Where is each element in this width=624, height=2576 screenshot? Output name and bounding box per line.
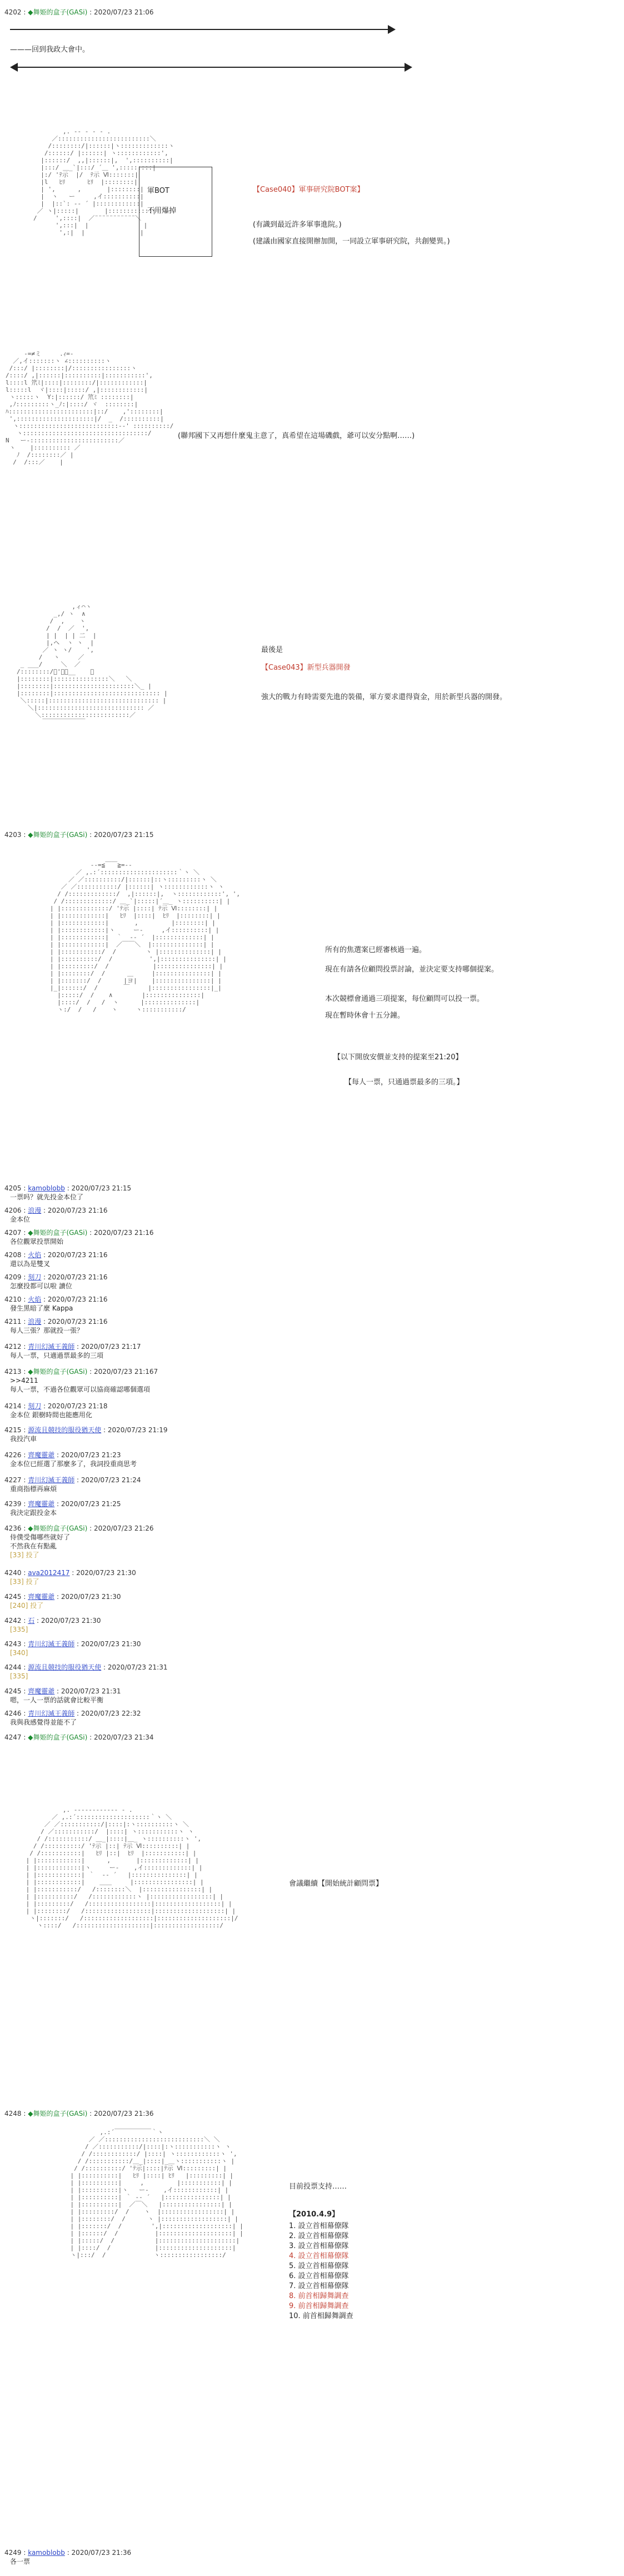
poster-name[interactable]: 青川幻滅王義師	[28, 1640, 75, 1648]
timeline-line-2	[17, 67, 406, 68]
vote-list-item: 3. 設立首相幕僚隊	[289, 2242, 349, 2250]
post-anchor[interactable]: [340]	[10, 1649, 28, 1657]
poster-name[interactable]: 刻刀	[28, 1402, 42, 1410]
post-body: 每人三張？那就投一張？	[10, 1327, 84, 1334]
scene2-line2: 現在有請各位顧問投票討論，並決定要支持哪個提案。	[325, 965, 499, 974]
post-body: 金本位 銀樹時間也能應用化	[10, 1411, 92, 1419]
poster-name[interactable]: kamoblobb	[28, 2549, 65, 2557]
post-body: >>4211 每人一票，不過各位觀眾可以協商確認哪個選項	[10, 1377, 151, 1393]
post-4236: 4236 : ◆舞姫的盒子(GASi) : 2020/07/23 21:26 侍僕受傷哪些就好了 不然我在有點亂 [33] 投了	[4, 1524, 616, 1559]
post-4205: 4205 : kamoblobb : 2020/07/23 21:15 一票吗？就先投金本位了	[4, 1184, 616, 1202]
ascii-art-character-6: ,.:´￣￣￣￣￣￣｀ヽ ／ ／:::::::::::::::::::::::::::＼ ＼ / ／:::::::::::/|::::|:ヽ:::::::::::ヽ ヽ / /::::::::::::/ |::::| ヽ::::::::::::ヽ ', / /:::::::::::/＿_|::::|_＿ヽ:::::::::::ヽ | / /::::::::::/ 'ﾃ示|::::|ﾃ示 Ⅵ:::::::::| | | |::::::::::| ﾋﾘ |::::| ﾋﾘ |:::::::::| | | |::::::::::| , |:::::::::::| | | |::::::::::|ヽ ー- ,イ::::::::::::| | | |::::::::::| ｀ ‐‐ ´ |:::::::::::::::| | | |::::::::::| ／￣＼ |::::::::::::::::| | | |:::::::::/ / ヽ |:::::::::::::::::| | | |::::::::/ / ヽ |::::::::::::::::::| | | |:::::::/ / ',|:::::::::::::::::::| | | |::::::/ / |::::::::::::::::::::| | | |:::::/ / |:::::::::::::::::::::| | |::::/ / |::::::::::::::::::::| ヽ|:::/ / ヽ:::::::::::::::::/	[70, 2129, 243, 2259]
timeline-line-1	[10, 29, 389, 30]
scene2-line1: 所有的焦選案已經審核過一遍。	[325, 946, 427, 954]
ascii-art-character-3: ,ィ⌒ヽ _,/ ヽ ∧ / , ヽ / / ／ ', | | | | 二 | |,ヘ ヽ ヽ | ／ ヽ ヽ/ ', / ヽ ／ _ ___/ ＼ ／ /::::::::/ﾞ'ー、__ ＼ |::::::::|:::::::::::::::＼ ＼ |::::::::|::::::::::::::::::::::＼_ | |::::::::|::::::::::::::::::::::::::::: | ＼:::::|:::::::::::::::::::::::::::::: | ＼|::::::::::::::::::::::::::::: ／ ＼::::::::::::::::::::::::／ ￣￣￣￣￣￣￣	[17, 603, 168, 726]
post-4244: 4244 : 源流且競技的服役猶天使 : 2020/07/23 21:31 [335]	[4, 1663, 616, 1681]
poster-name[interactable]: 齊魔靈爺	[28, 1687, 55, 1695]
scene2-line5: 【以下開放安價並支持的提案至21:20】	[333, 1053, 463, 1062]
post-4215: 4215 : 源流且競技的服役猶天使 : 2020/07/23 21:19 我投汽車	[4, 1426, 616, 1443]
case-043-title: 【Case043】新型兵器開發	[261, 664, 351, 672]
scene4-date: 【2010.4.9】	[289, 2210, 340, 2219]
post-4249: 4249 : kamoblobb : 2020/07/23 21:36 各一票	[4, 2548, 616, 2566]
post-body: 一票吗？就先投金本位了	[10, 1193, 84, 1201]
post-4210: 4210 : 火焰 : 2020/07/23 21:16 發生黑暗了麼 Kappa	[4, 1295, 616, 1313]
post-header-4248: 4248 : ◆舞姫的盒子(GASi) : 2020/07/23 21:36	[4, 2110, 154, 2117]
post-4227: 4227 : 青川幻滅王義師 : 2020/07/23 21:24 重商指標再麻煩	[4, 1476, 616, 1493]
post-4246: 4246 : 青川幻滅王義師 : 2020/07/23 22:32 我與我感覺得並能不了	[4, 1709, 616, 1727]
case-043-head: 最後是	[261, 646, 283, 654]
vote-list-item: 1. 設立首相幕僚隊	[289, 2222, 349, 2230]
ascii-art-character-5: ,. -‐‐‐‐‐‐‐‐‐‐‐ - . ／ ,.:´::::::::::::::::::::｀ヽ ＼ ／ ／:::::::::::/|::::|:ヽ::::::::::ヽ ＼ / ／:::::::::::/ |::::| ヽ:::::::::::ヽ ヽ / /:::::::::::/ ＿_|::::|＿_ ヽ::::::::::ヽ ', / /::::::::::/ 'ﾃ示 |::| ﾃ示 Ⅵ::::::::::| | / /:::::::::::| ﾋﾘ |::| ﾋﾘ |:::::::::::| | | |::::::::::::| , |:::::::::::::| | | |::::::::::::|ヽ ー- ,イ:::::::::::::| | | |::::::::::::| ｀ ‐‐ ´ |:::::::::::::::| | | |::::::::::::| ＿＿ |::::::::::::::::| | | |:::::::::::/ /::::::::＼ |::::::::::::::::| | | |::::::::::/ /::::::::::::ヽ |:::::::::::::::::| | | |:::::::::/ /:::::::::::::::::|::::::::::::::::::| | | |::::::::/ /::::::::::::::::::|:::::::::::::::::::| | ヽ|:::::::/ /:::::::::::::::::::|::::::::::::::::::::|/ ヽ::::/ /::::::::::::::::::::|::::::::::::::::::/	[26, 1806, 238, 1929]
post-header-4247: 4247 : ◆舞姫的盒子(GASi) : 2020/07/23 21:34	[4, 1733, 154, 1741]
post-4213: 4213 : ◆舞姫的盒子(GASi) : 2020/07/23 21:167 >>4211 每人一票，不過各位觀眾可以協商確認哪個選項	[4, 1367, 616, 1394]
post-anchor[interactable]: [240] 投了	[10, 1602, 44, 1610]
vote-list-item: 7. 設立首相幕僚隊	[289, 2282, 349, 2290]
poster-name[interactable]: 石	[28, 1617, 35, 1625]
poster-name[interactable]: ◆舞姫的盒子	[28, 2110, 67, 2117]
poster-name[interactable]: ◆舞姫的盒子	[28, 1733, 67, 1741]
poster-name[interactable]: ◆舞姫的盒子	[28, 1524, 67, 1532]
post-body: 侍僕受傷哪些就好了 不然我在有點亂	[10, 1533, 71, 1550]
post-body: 嗯，一人一票的話就會比較平衡	[10, 1696, 104, 1704]
poster-name[interactable]: 齊魔靈爺	[28, 1593, 55, 1601]
poster-name[interactable]: 火焰	[28, 1251, 42, 1259]
scene4-head: 目前投票支持……	[289, 2183, 347, 2191]
poster-name[interactable]: 浪漫	[28, 1207, 42, 1214]
post-anchor[interactable]: [33] 投了	[10, 1551, 39, 1559]
post-body: 重商指標再麻煩	[10, 1485, 57, 1493]
scene2-line3: 本次競標會通過三項提案，每位顧問可以投一票。	[325, 995, 485, 1003]
poster-name[interactable]: 源流且競技的服役猶天使	[28, 1426, 102, 1434]
post-4226: 4226 : 齊魔靈爺 : 2020/07/23 21:23 金本位已經選了那麼多了，我詞投重商思考	[4, 1451, 616, 1468]
vote-list-item: 9. 前首相歸舞調查	[289, 2302, 349, 2310]
poster-name[interactable]: 青川幻滅王義師	[28, 1343, 75, 1351]
post-body: 我與我感覺得並能不了	[10, 1718, 77, 1726]
scene3-narration: 會議繼續【開始統計顧問票】	[289, 1880, 383, 1888]
poster-name[interactable]: ◆舞姫的盒子	[28, 1229, 67, 1237]
scene2-line6: 【每人一票，只通過票最多的三項。】	[345, 1078, 464, 1087]
post-4207: 4207 : ◆舞姫的盒子(GASi) : 2020/07/23 21:16 各位觀眾投票開始	[4, 1228, 616, 1246]
vote-list-item: 8. 前首相歸舞調查	[289, 2292, 349, 2300]
vote-list-item: 6. 設立首相幕僚隊	[289, 2272, 349, 2280]
case-043-body: 強大的戰力有時需要先進的裝備，軍方要求還得資金，用於新型兵器的開發。	[261, 693, 507, 701]
timeline-arrow-left-2	[10, 63, 18, 72]
post-4245a: 4245 : 齊魔靈爺 : 2020/07/23 21:30 [240] 投了	[4, 1592, 616, 1610]
ascii-art-character-2: ‐=≠ミ .ｨ=‐ ／,イ:::::::ヽ ∠::::::::::ヽ /:::/ |::::::::|/::::::::::::::::ヽ /::::/ ,|::::::|::::::::::|:::::::::::', l::::l 笊ﾐ|::::|::::::::/|::::::::::::| l:::::l ヾ|::::|:::::/ ,|::::::::::::| ヽ:::::ヽ Y:|::::::/ 笊ﾐ ::::::::| ,ﾉ:::::::::ヽ_ﾉ:|::::/ ヾ ::::::::| ﾊ:::::::::::::::::::::::|::/ ,'::::::::| ',:::::::::::::::::::::|/ _ /::::::::::| ヽ:::::::::::::::::::::::::::-‐' ::::::::::/ ヽ::::::::::::::::::::::::::::::::::/ N ー-::::::::::::::::::::::::／ ヽ |:::::::::: ／ ﾉ /::::::::／ | / /:::／ |	[6, 350, 174, 466]
poster-name[interactable]: ava2012417	[28, 1569, 70, 1577]
post-body: 各位觀眾投票開始	[10, 1238, 64, 1245]
vote-list-item: 4. 設立首相幕僚隊	[289, 2252, 349, 2260]
case-040-line2: (建議由國家直接開辦加開，一同設立軍事研究院，共創變異。)	[253, 237, 450, 246]
post-4243: 4243 : 青川幻滅王義師 : 2020/07/23 21:30 [340]	[4, 1640, 616, 1657]
vote-list-item: 10. 前首相歸舞調查	[289, 2312, 353, 2320]
post-4212: 4212 : 青川幻滅王義師 : 2020/07/23 21:17 每人一票，只適過票最多的三項	[4, 1342, 616, 1360]
post-4214: 4214 : 刻刀 : 2020/07/23 21:18 金本位 銀樹時間也能應用化	[4, 1402, 616, 1419]
post-body: 金本位已經選了那麼多了，我詞投重商思考	[10, 1460, 137, 1468]
ascii-art-character-1: ,. -‐ ‐ ‐ - . ／:::::::::::::::::::::::::＼ /::::::::/|::::::|ヽ:::::::::::::ヽ /::::::/ |::::::| ヽ::::::::::::', |::::::/ ,,|::::::|, ',::::::::::| |:::/ ＿_`|:::/ ´＿ ',:::::::::| |:/ 'ﾃ示 |/ ﾃ示 Ⅵ:::::::| |l ﾋﾘ ﾋﾘ |::::::::| | ', , |::::::::| | ヽ ー ,イ::::::::::| | |::`: ‐‐ ´ |::::::::::::| ／ ヽ|:::::| |::::::::::::| / ',::::| ／¨¨¨¨¨¨¨¨¨¨¨＼ ',:::| | | ',:| | |	[33, 128, 174, 236]
poster-name[interactable]: 火焰	[28, 1296, 42, 1303]
post-anchor[interactable]: [335]	[10, 1672, 28, 1680]
poster-name[interactable]: 浪漫	[28, 1318, 42, 1326]
post-body: 我決定跟投金本	[10, 1509, 57, 1517]
vote-list	[289, 2221, 353, 2321]
poster-name[interactable]: 青川幻滅王義師	[28, 1476, 75, 1484]
poster-name[interactable]: kamoblobb	[28, 1184, 65, 1192]
post-body: 還以為是雙叉	[10, 1260, 51, 1268]
post-4239: 4239 : 齊魔靈爺 : 2020/07/23 21:25 我決定跟投金本	[4, 1499, 616, 1517]
post-4206: 4206 : 浪漫 : 2020/07/23 21:16 金本位	[4, 1206, 616, 1224]
poster-name[interactable]: 齊魔靈爺	[28, 1451, 55, 1459]
poster-name[interactable]: 齊魔靈爺	[28, 1500, 55, 1508]
post-4209: 4209 : 刻刀 : 2020/07/23 21:16 怎麼投都可以啦 讀位	[4, 1273, 616, 1291]
post-4208: 4208 : 火焰 : 2020/07/23 21:16 還以為是雙叉	[4, 1250, 616, 1268]
post-anchor[interactable]: [335]	[10, 1626, 28, 1633]
poster-name[interactable]: ◆舞姫的盒子	[28, 831, 67, 839]
sign-board-text: 軍BOT 不用爆掉	[147, 187, 177, 215]
timeline-arrow-right-1	[388, 25, 396, 34]
scene1-narration: (聯邦國下又再想什麼鬼主意了，真希望在這場磯戲，爺可以安分點啊……)	[178, 432, 415, 440]
poster-name[interactable]: 刻刀	[28, 1273, 42, 1281]
post-4240: 4240 : ava2012417 : 2020/07/23 21:30 [33] 投了	[4, 1568, 616, 1586]
post-header-4202: 4202 : ◆舞姫的盒子(GASi) : 2020/07/23 21:06	[4, 8, 154, 16]
poster-name[interactable]: ◆舞姫的盒子	[28, 1368, 67, 1376]
post-body: 各一票	[10, 2558, 31, 2565]
ascii-art-character-4: -‐=≦￣￣≧=‐- ／ ,.:´:::::::::::::::::::::｀ヽ ＼ ／ ／::::::::::/|::::::|::ヽ:::::::::ヽ ＼ ／ ／:::::::::::/ |::::::| ヽ::::::::::::ヽ ヽ / /:::::::::::::/ ,|::::::|, ヽ::::::::::::', ', / /:::::::::::::/ ＿_`|:::::|´＿_ ヽ::::::::::| | | |:::::::::::::/ 'ﾃ示 |::::| ﾃ示 Ⅵ::::::::| | | |::::::::::::| ﾋﾘ |::::| ﾋﾘ |::::::::| | | |::::::::::::| , |::::::::| | | |::::::::::::|ヽ ー- ,イ::::::::::| | | |::::::::::::| ｀ ‐‐ ´ |:::::::::::::| | | |::::::::::::| ／￣￣＼ |::::::::::::::| | | |:::::::::::/ / ヽ |::::::::::::::| | | |::::::::::/ / ',|:::::::::::::::| | | |:::::::::/ / |:::::::::::::::| | | |::::::::/ / ＿ |:::::::::::::::| | | |:::::::/ / |ヨ| |:::::::::::::::| | |_|::::::/ / ￣ |::::::::::::::::|_| |:::::/ / ∧ |:::::::::::::::| |::::/ / / ヽ |::::::::::::::| ヽ:/ / / ヽ ヽ:::::::::::/	[49, 861, 240, 1013]
post-anchor[interactable]: [33] 投了	[10, 1578, 39, 1586]
vote-list-item: 5. 設立首相幕僚隊	[289, 2262, 349, 2270]
vote-list-item: 2. 設立首相幕僚隊	[289, 2232, 349, 2240]
poster-name[interactable]: 青川幻滅王義師	[28, 1710, 75, 1717]
poster-name[interactable]: ◆舞姫的盒子	[28, 8, 67, 16]
post-body: 金本位	[10, 1215, 31, 1223]
post-4242: 4242 : 石 : 2020/07/23 21:30 [335]	[4, 1616, 616, 1634]
post-body: 每人一票，只適過票最多的三項	[10, 1352, 104, 1359]
post-body: 發生黑暗了麼 Kappa	[10, 1304, 73, 1312]
post-4245b: 4245 : 齊魔靈爺 : 2020/07/23 21:31 嗯，一人一票的話就會比較平衡	[4, 1687, 616, 1705]
poster-name[interactable]: 源流且競技的服役猶天使	[28, 1663, 102, 1671]
case-040-line1: (有識到最近許多軍事進院。)	[253, 221, 342, 229]
case-040-title: 【Case040】軍事研究院BOT案】	[253, 186, 365, 194]
post-header-4203: 4203 : ◆舞姫的盒子(GASi) : 2020/07/23 21:15	[4, 831, 154, 839]
post-4211: 4211 : 浪漫 : 2020/07/23 21:16 每人三張？那就投一張？	[4, 1317, 616, 1335]
post-body: 我投汽車	[10, 1435, 37, 1443]
timeline-arrow-right-2	[405, 63, 412, 72]
timeline-text: ———回到我政大會中。	[10, 46, 90, 54]
post-body: 怎麼投都可以啦 讀位	[10, 1282, 72, 1290]
scene2-line4: 現在暫時休會十五分鐘。	[325, 1012, 405, 1020]
